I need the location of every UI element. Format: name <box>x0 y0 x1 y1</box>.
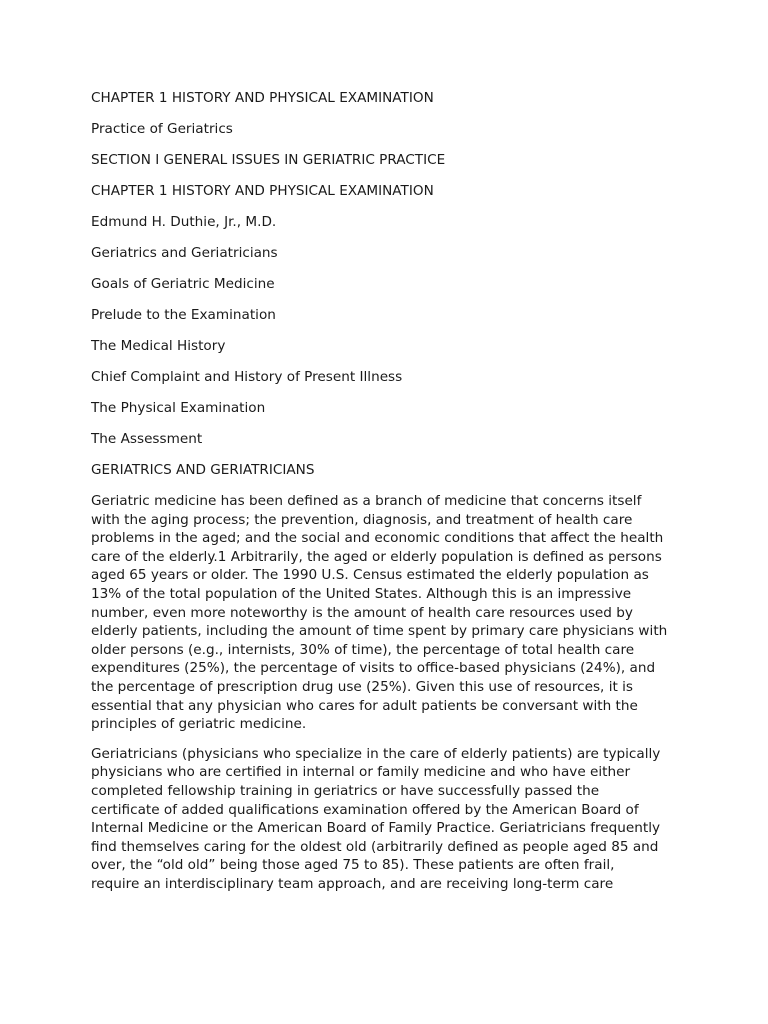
paragraph-line: require an interdisciplinary team approach, and are receiving long-term care <box>91 875 614 892</box>
paragraph-geriatricians <box>91 745 685 894</box>
toc-item-geriatrics: Geriatrics and Geriatricians <box>91 245 278 261</box>
paragraph-line: 13% of the total population of the United States. Although this is an impressive <box>91 585 632 602</box>
document-page <box>91 89 691 904</box>
section-title: SECTION I GENERAL ISSUES IN GERIATRIC PRACTICE <box>91 152 446 168</box>
paragraph-line: problems in the aged; and the social and economic conditions that affect the health <box>91 530 664 547</box>
paragraph-line: physicians who are certified in internal or family medicine and who have either <box>91 764 631 781</box>
paragraph-line: principles of geriatric medicine. <box>91 716 307 733</box>
paragraph-line: with the aging process; the prevention, diagnosis, and treatment of health care <box>91 511 633 528</box>
paragraph-line: essential that any physician who cares for adult patients be conversant with the <box>91 697 638 714</box>
chapter-title-repeat: CHAPTER 1 HISTORY AND PHYSICAL EXAMINATION <box>91 183 434 199</box>
paragraph-line: completed fellowship training in geriatrics or have successfully passed the <box>91 782 600 799</box>
paragraph-line: number, even more noteworthy is the amount of health care resources used by <box>91 604 633 621</box>
paragraph-line: aged 65 years or older. The 1990 U.S. Census estimated the elderly population as <box>91 567 649 584</box>
paragraph-geriatric-medicine <box>91 492 685 734</box>
paragraph-line: find themselves caring for the oldest old (arbitrarily defined as people aged 85 and <box>91 838 659 855</box>
chapter-title: CHAPTER 1 HISTORY AND PHYSICAL EXAMINATION <box>91 90 434 106</box>
paragraph-line: expenditures (25%), the percentage of visits to office-based physicians (24%), and <box>91 660 656 677</box>
paragraph-line: care of the elderly.1 Arbitrarily, the aged or elderly population is defined as persons <box>91 548 662 565</box>
toc-item-chief-complaint: Chief Complaint and History of Present Illness <box>91 369 403 385</box>
paragraph-line: elderly patients, including the amount of time spent by primary care physicians with <box>91 623 668 640</box>
toc-item-prelude: Prelude to the Examination <box>91 307 276 323</box>
author-name: Edmund H. Duthie, Jr., M.D. <box>91 214 277 230</box>
section-heading: GERIATRICS AND GERIATRICIANS <box>91 462 315 478</box>
paragraph-line: over, the “old old” being those aged 75 to 85). These patients are often frail, <box>91 857 615 874</box>
paragraph-line: Geriatric medicine has been defined as a branch of medicine that concerns itself <box>91 493 642 509</box>
toc-item-assessment: The Assessment <box>91 431 203 447</box>
paragraph-line: Internal Medicine or the American Board of Family Practice. Geriatricians frequently <box>91 820 661 837</box>
toc-item-physical-exam: The Physical Examination <box>91 400 266 416</box>
paragraph-line: older persons (e.g., internists, 30% of time), the percentage of total health care <box>91 641 635 658</box>
book-title: Practice of Geriatrics <box>91 121 233 137</box>
paragraph-line: Geriatricians (physicians who specialize in the care of elderly patients) are typically <box>91 745 661 762</box>
paragraph-line: certificate of added qualifications examination offered by the American Board of <box>91 801 639 818</box>
toc-item-medical-history: The Medical History <box>91 338 226 354</box>
paragraph-line: the percentage of prescription drug use (25%). Given this use of resources, it is <box>91 678 633 695</box>
toc-item-goals: Goals of Geriatric Medicine <box>91 276 275 292</box>
